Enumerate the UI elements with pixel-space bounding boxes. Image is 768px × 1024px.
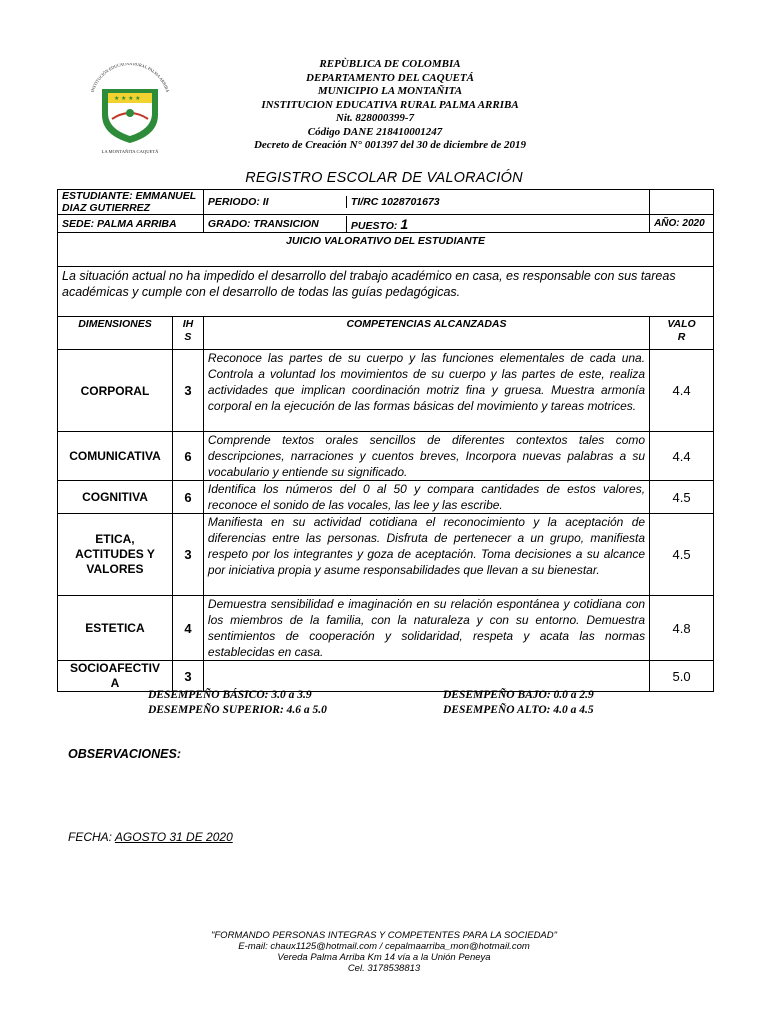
document-header [70, 55, 710, 155]
grado: GRADO: TRANSICION [204, 216, 347, 232]
dimension-name: COGNITIVA [58, 481, 173, 514]
svg-text:LA MONTAÑITA CAQUETÁ: LA MONTAÑITA CAQUETÁ [101, 149, 159, 154]
column-header-row [58, 317, 714, 350]
ihs-value: 3 [172, 661, 203, 692]
footer-line: E-mail: chaux1125@hotmail.com / cepalmaarriba_mon@hotmail.com [238, 941, 530, 952]
dimension-name: CORPORAL [58, 350, 173, 432]
competence-description: Comprende textos orales sencillos de diferentes contextos tales como descripciones, narraciones y cuentos breves, Incorpora nuevas palabras a su vocabulario y entiende su significado. [203, 432, 649, 481]
dimension-name: ESTETICA [58, 596, 173, 661]
evaluation-table [57, 189, 714, 692]
sede: SEDE: PALMA ARRIBA [58, 215, 204, 233]
dimension-row [58, 350, 714, 432]
competence-description: Reconoce las partes de su cuerpo y las funciones elementales de cada una. Controla a voluntad los movimientos de su cuerpo y las partes de este, realiza actividades que implican coordinación motriz fina y gruesa. Muestra armonía corporal en la ejecución de las formas básicas del movimiento y tareas motrices. [203, 350, 649, 432]
col-ihs: IH S [172, 317, 203, 350]
ihs-value: 3 [172, 350, 203, 432]
footer-line: Cel. 3178538813 [347, 963, 421, 974]
grade-value: 4.4 [650, 432, 714, 481]
scale-superior: DESEMPEÑO SUPERIOR: 4.6 a 5.0 [148, 704, 327, 716]
student-id: TI/RC 1028701673 [350, 196, 440, 208]
juicio-text-row [58, 267, 714, 317]
scale-alto: DESEMPEÑO ALTO: 4.0 a 4.5 [443, 704, 594, 716]
svg-text:INSTITUCIÓN EDUCATIVA RURAL PA: INSTITUCIÓN EDUCATIVA RURAL PALMA ARRIBA [89, 63, 171, 93]
header-line: INSTITUCION EDUCATIVA RURAL PALMA ARRIBA [261, 98, 519, 111]
dimension-name: SOCIOAFECTIV A [58, 661, 173, 692]
header-line: DEPARTAMENTO DEL CAQUETÁ [306, 71, 474, 84]
header-line: REPÙBLICA DE COLOMBIA [319, 58, 461, 70]
ihs-value: 4 [172, 596, 203, 661]
col-competencias: COMPETENCIAS ALCANZADAS [203, 317, 649, 350]
juicio-heading-row [58, 233, 714, 267]
dimension-row [58, 481, 714, 514]
col-dimensiones: DIMENSIONES [58, 317, 173, 350]
col-valor: VALO R [650, 317, 714, 350]
header-line: Código DANE 218410001247 [307, 125, 443, 138]
dimension-name: ETICA, ACTITUDES Y VALORES [58, 514, 173, 596]
header-line: Nit. 828000399-7 [335, 112, 415, 124]
fecha-value: AGOSTO 31 DE 2020 [114, 830, 233, 844]
dimension-row [58, 661, 714, 692]
grade-value: 4.8 [650, 596, 714, 661]
scale-right [443, 688, 594, 718]
scale-basico: DESEMPEÑO BÁSICO: 3.0 a 3.9 [148, 689, 312, 701]
fecha [68, 830, 233, 844]
grade-value: 4.5 [650, 514, 714, 596]
period: PERIODO: II [204, 196, 347, 208]
dimension-row [58, 596, 714, 661]
info-row-2 [58, 215, 714, 233]
dimension-row [58, 514, 714, 596]
footer [0, 930, 768, 974]
footer-line: Vereda Palma Arriba Km 14 vía a la Unión Peneya [277, 952, 491, 963]
ihs-value: 6 [172, 432, 203, 481]
footer-line: "FORMANDO PERSONAS INTEGRAS Y COMPETENTES PARA LA SOCIEDAD" [211, 930, 557, 941]
header-line: MUNICIPIO LA MONTAÑITA [317, 85, 463, 97]
info-row-1 [58, 190, 714, 215]
competence-description: Demuestra sensibilidad e imaginación en su relación espontánea y cotidiana con los miembros de la familia, con la naturaleza y con su entorno. Demuestra sentimientos de cooperación y solidaridad, respeta y acata las normas establecidas en casa. [203, 596, 649, 661]
page-title: REGISTRO ESCOLAR DE VALORACIÓN [245, 170, 523, 186]
grade-value: 4.5 [650, 481, 714, 514]
scale-left [148, 688, 327, 718]
grade-value: 5.0 [650, 661, 714, 692]
juicio-heading: JUICIO VALORATIVO DEL ESTUDIANTE [58, 233, 714, 267]
grade-value: 4.4 [650, 350, 714, 432]
student-name: ESTUDIANTE: EMMANUEL DIAZ GUTIERREZ [58, 190, 204, 215]
ihs-value: 6 [172, 481, 203, 514]
dimension-name: COMUNICATIVA [58, 432, 173, 481]
observaciones-label: OBSERVACIONES: [68, 747, 181, 761]
svg-text:★ ★ ★ ★: ★ ★ ★ ★ [114, 96, 141, 102]
competence-description: Manifiesta en su actividad cotidiana el reconocimiento y la aceptación de diferencias entre las personas. Disfruta de pertenecer a un grupo, manifiesta respeto por los integrantes y goza de aceptación. Toma decisiones a su alcance por iniciativa propia y asume responsabilidades que llevan a su bienestar. [203, 514, 649, 596]
scale-bajo: DESEMPEÑO BAJO: 0.0 a 2.9 [443, 689, 594, 701]
juicio-text: La situación actual no ha impedido el desarrollo del trabajo académico en casa, es responsable con sus tareas académicas y cumple con el desarrollo de todas las guías pedagógicas. [58, 267, 714, 317]
ihs-value: 3 [172, 514, 203, 596]
header-lines [70, 58, 710, 153]
fecha-label: FECHA: [68, 830, 115, 844]
anio: AÑO: 2020 [650, 215, 714, 233]
puesto: PUESTO: 1 [350, 215, 409, 232]
competence-description: Identifica los números del 0 al 50 y compara cantidades de estos valores, reconoce el sonido de las vocales, las lee y las escribe. [203, 481, 649, 514]
header-line: Decreto de Creación N° 001397 del 30 de diciembre de 2019 [253, 139, 526, 151]
competence-description [203, 661, 649, 692]
dimension-row [58, 432, 714, 481]
